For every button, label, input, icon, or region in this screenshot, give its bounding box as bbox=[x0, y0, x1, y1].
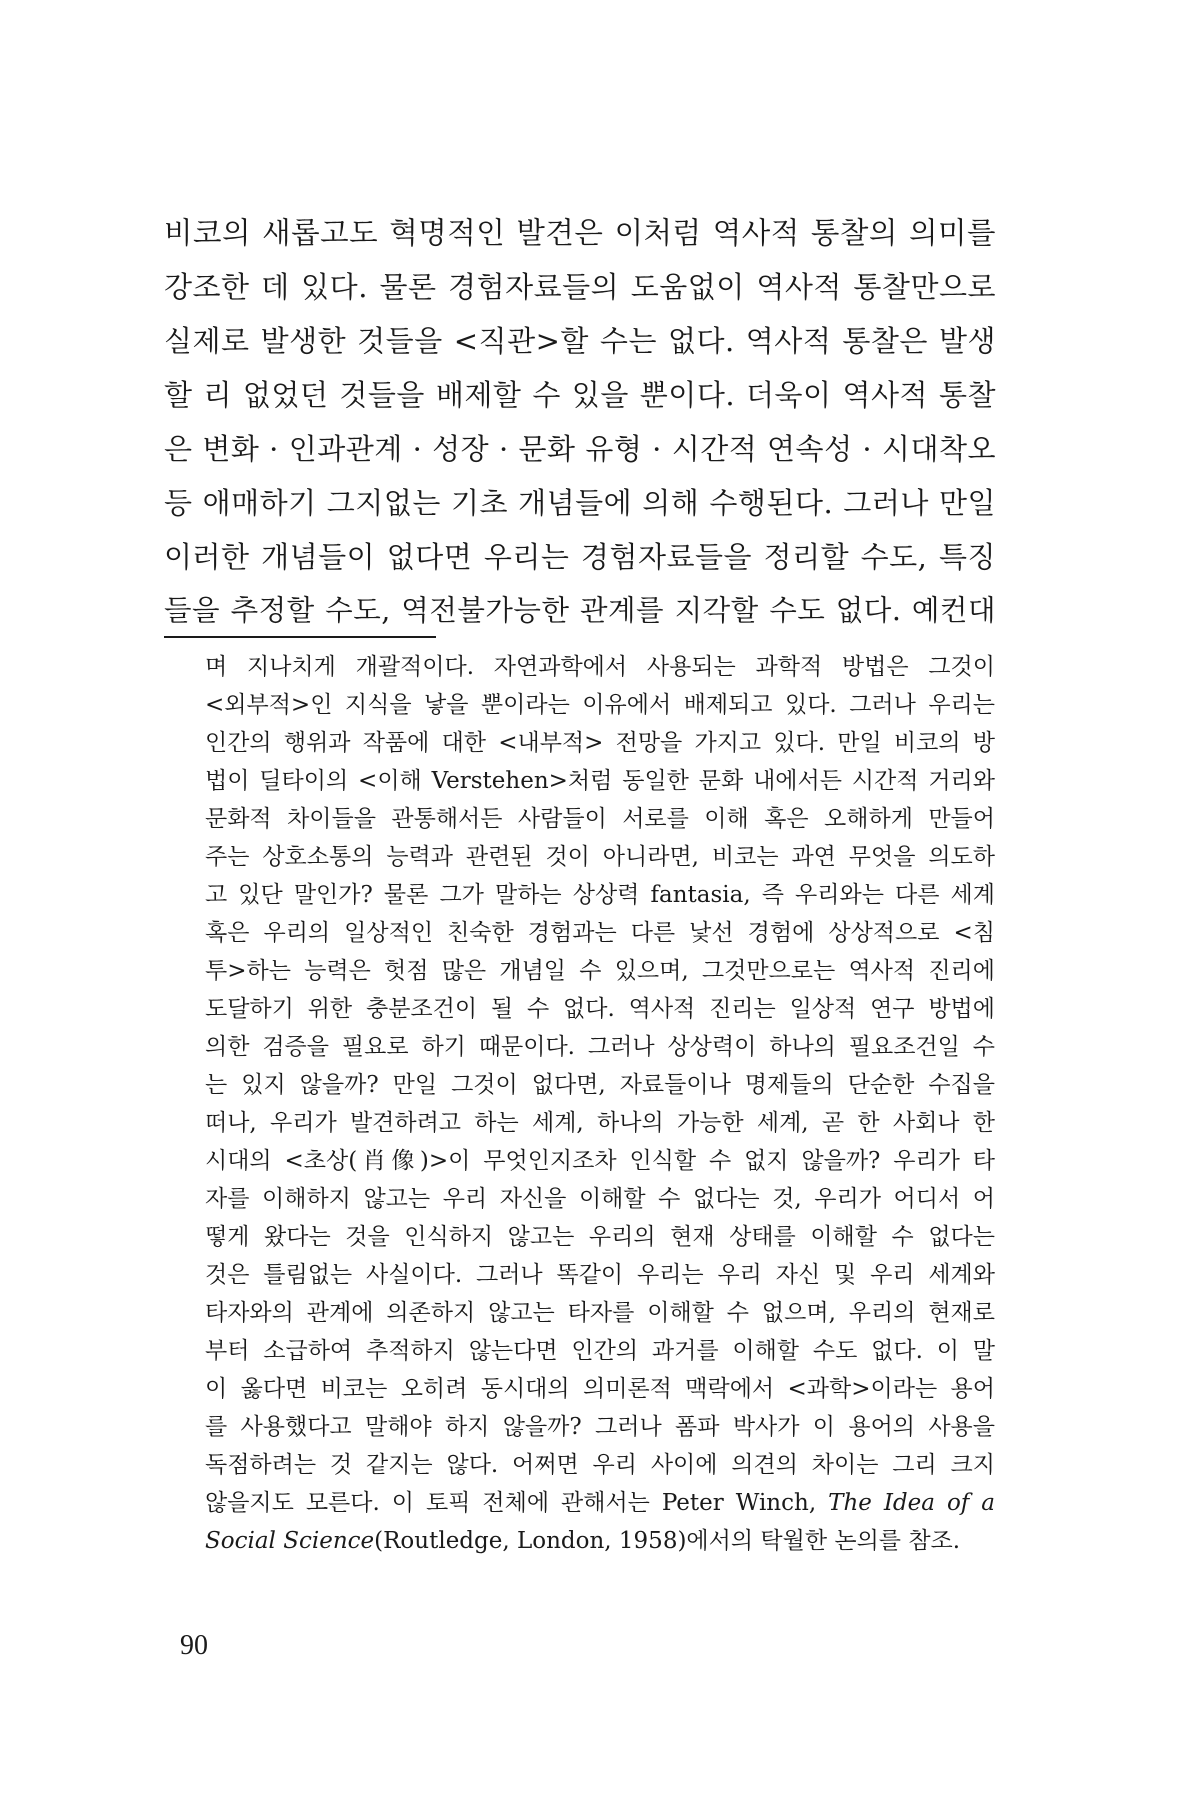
footnote-line bbox=[205, 1484, 995, 1522]
footnote-line: 것은 틀림없는 사실이다. 그러나 똑같이 우리는 우리 자신 및 우리 세계와 bbox=[205, 1262, 995, 1288]
footnote-line: 주는 상호소통의 능력과 관련된 것이 아니라면, 비코는 과연 무엇을 의도하 bbox=[205, 844, 995, 870]
main-line: 은 변화 · 인과관계 · 성장 · 문화 유형 · 시간적 연속성 · 시대착오 bbox=[164, 432, 996, 466]
footnote-line bbox=[205, 1522, 995, 1560]
book-title-italic: Social Science bbox=[205, 1528, 375, 1554]
footnote-line: 며 지나치게 개괄적이다. 자연과학에서 사용되는 과학적 방법은 그것이 bbox=[205, 654, 995, 680]
main-line: 등 애매하기 그지없는 기초 개념들에 의해 수행된다. 그러나 만일 bbox=[164, 486, 996, 520]
footnote-line: 는 있지 않을까? 만일 그것이 없다면, 자료들이나 명제들의 단순한 수집을 bbox=[205, 1072, 995, 1098]
footnote-line: <외부적>인 지식을 낳을 뿐이라는 이유에서 배제되고 있다. 그러나 우리는 bbox=[205, 692, 995, 718]
footnote-line: 자를 이해하지 않고는 우리 자신을 이해할 수 없다는 것, 우리가 어디서 어 bbox=[205, 1186, 995, 1212]
footnote-line: 투>하는 능력은 헛점 많은 개념일 수 있으며, 그것만으로는 역사적 진리에 bbox=[205, 958, 995, 984]
main-line: 강조한 데 있다. 물론 경험자료들의 도움없이 역사적 통찰만으로 bbox=[164, 270, 996, 304]
footnote-line: 타자와의 관계에 의존하지 않고는 타자를 이해할 수 없으며, 우리의 현재로 bbox=[205, 1300, 995, 1326]
book-title-italic: The Idea of a bbox=[828, 1490, 995, 1516]
main-line: 실제로 발생한 것들을 <직관>할 수는 없다. 역사적 통찰은 발생 bbox=[164, 324, 996, 358]
footnote-line: 떠나, 우리가 발견하려고 하는 세계, 하나의 가능한 세계, 곧 한 사회나 한 bbox=[205, 1110, 995, 1136]
footnote-line: 의한 검증을 필요로 하기 때문이다. 그러나 상상력이 하나의 필요조건일 수 bbox=[205, 1034, 995, 1060]
footnote-line: 도달하기 위한 충분조건이 될 수 없다. 역사적 진리는 일상적 연구 방법에 bbox=[205, 996, 995, 1022]
main-line: 이러한 개념들이 없다면 우리는 경험자료들을 정리할 수도, 특징 bbox=[164, 540, 996, 574]
footnote-text: (Routledge, London, 1958)에서의 탁월한 논의를 참조. bbox=[374, 1528, 961, 1554]
footnote-line: 혹은 우리의 일상적인 친숙한 경험과는 다른 낯선 경험에 상상적으로 <침 bbox=[205, 920, 995, 946]
footnote bbox=[205, 648, 995, 1560]
main-line: 들을 추정할 수도, 역전불가능한 관계를 지각할 수도 없다. 예컨대 bbox=[164, 594, 996, 627]
footnote-line: 문화적 차이들을 관통해서든 사람들이 서로를 이해 혹은 오해하게 만들어 bbox=[205, 806, 995, 832]
main-line: 할 리 없었던 것들을 배제할 수 있을 뿐이다. 더욱이 역사적 통찰 bbox=[164, 378, 996, 412]
footnote-line: 떻게 왔다는 것을 인식하지 않고는 우리의 현재 상태를 이해할 수 없다는 bbox=[205, 1224, 995, 1250]
main-line: 비코의 새롭고도 혁명적인 발견은 이처럼 역사적 통찰의 의미를 bbox=[164, 216, 996, 250]
footnote-line: 독점하려는 것 같지는 않다. 어쩌면 우리 사이에 의견의 차이는 그리 크지 bbox=[205, 1452, 995, 1478]
footnote-line: 고 있단 말인가? 물론 그가 말하는 상상력 fantasia, 즉 우리와는 다른 세계 bbox=[205, 882, 995, 908]
footnote-line: 시대의 <초상(肖像)>이 무엇인지조차 인식할 수 없지 않을까? 우리가 타 bbox=[205, 1148, 995, 1174]
main-paragraph bbox=[164, 206, 996, 638]
footnote-line: 이 옳다면 비코는 오히려 동시대의 의미론적 맥락에서 <과학>이라는 용어 bbox=[205, 1376, 995, 1402]
footnote-line: 부터 소급하여 추적하지 않는다면 인간의 과거를 이해할 수도 없다. 이 말 bbox=[205, 1338, 995, 1364]
footnote-divider bbox=[164, 636, 436, 638]
page-number: 90 bbox=[180, 1630, 208, 1661]
footnote-text: 않을지도 모른다. 이 토픽 전체에 관해서는 Peter Winch, bbox=[205, 1490, 829, 1516]
footnote-line: 법이 딜타이의 <이해 Verstehen>처럼 동일한 문화 내에서든 시간적 거리와 bbox=[205, 768, 995, 794]
footnote-line: 인간의 행위과 작품에 대한 <내부적> 전망을 가지고 있다. 만일 비코의 방 bbox=[205, 730, 995, 756]
footnote-line: 를 사용했다고 말해야 하지 않을까? 그러나 폼파 박사가 이 용어의 사용을 bbox=[205, 1414, 995, 1440]
